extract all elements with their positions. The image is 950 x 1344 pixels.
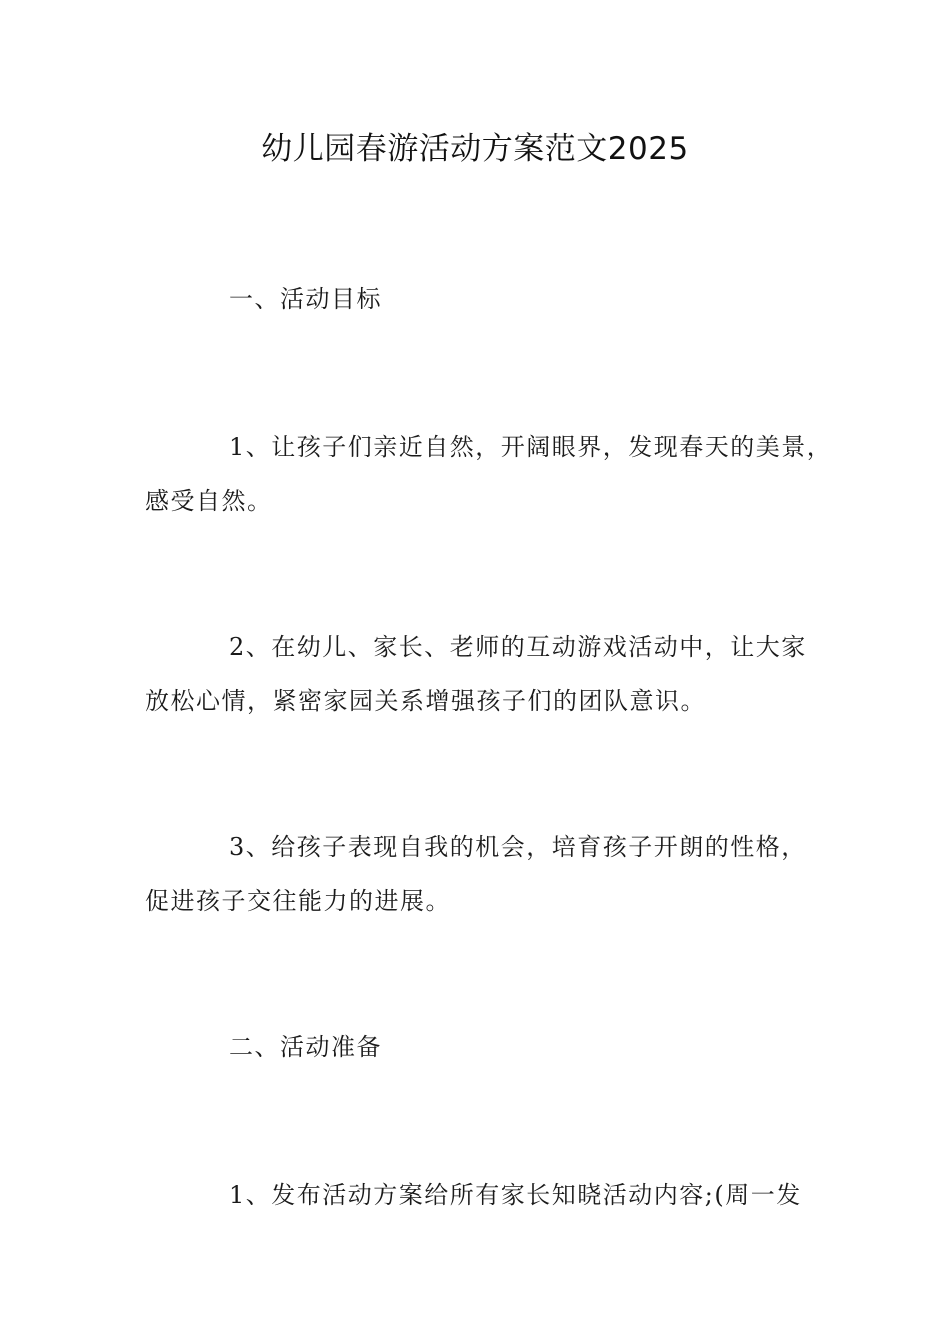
- goal-item-1-line-1: 1、让孩子们亲近自然，开阔眼界，发现春天的美景，: [229, 433, 833, 461]
- goal-item-3-line-1: 3、给孩子表现自我的机会，培育孩子开朗的性格，: [229, 833, 807, 861]
- prep-item-1: [145, 1168, 825, 1222]
- goal-item-1-line-2: 感受自然。: [145, 487, 273, 515]
- goal-item-2-line-1: 2、在幼儿、家长、老师的互动游戏活动中，让大家: [229, 633, 807, 661]
- goal-item-3: [145, 820, 825, 928]
- section-heading-preparation: 二、活动准备: [229, 1033, 382, 1061]
- goal-item-1: [145, 420, 833, 528]
- goal-item-2: [145, 620, 825, 728]
- prep-item-1-line-1: 1、发布活动方案给所有家长知晓活动内容;(周一发: [229, 1181, 802, 1209]
- section-heading-goals: 一、活动目标: [229, 285, 382, 313]
- goal-item-3-line-2: 促进孩子交往能力的进展。: [145, 887, 451, 915]
- goal-item-2-line-2: 放松心情，紧密家园关系增强孩子们的团队意识。: [145, 687, 706, 715]
- document-title: 幼儿园春游活动方案范文2025: [261, 131, 689, 167]
